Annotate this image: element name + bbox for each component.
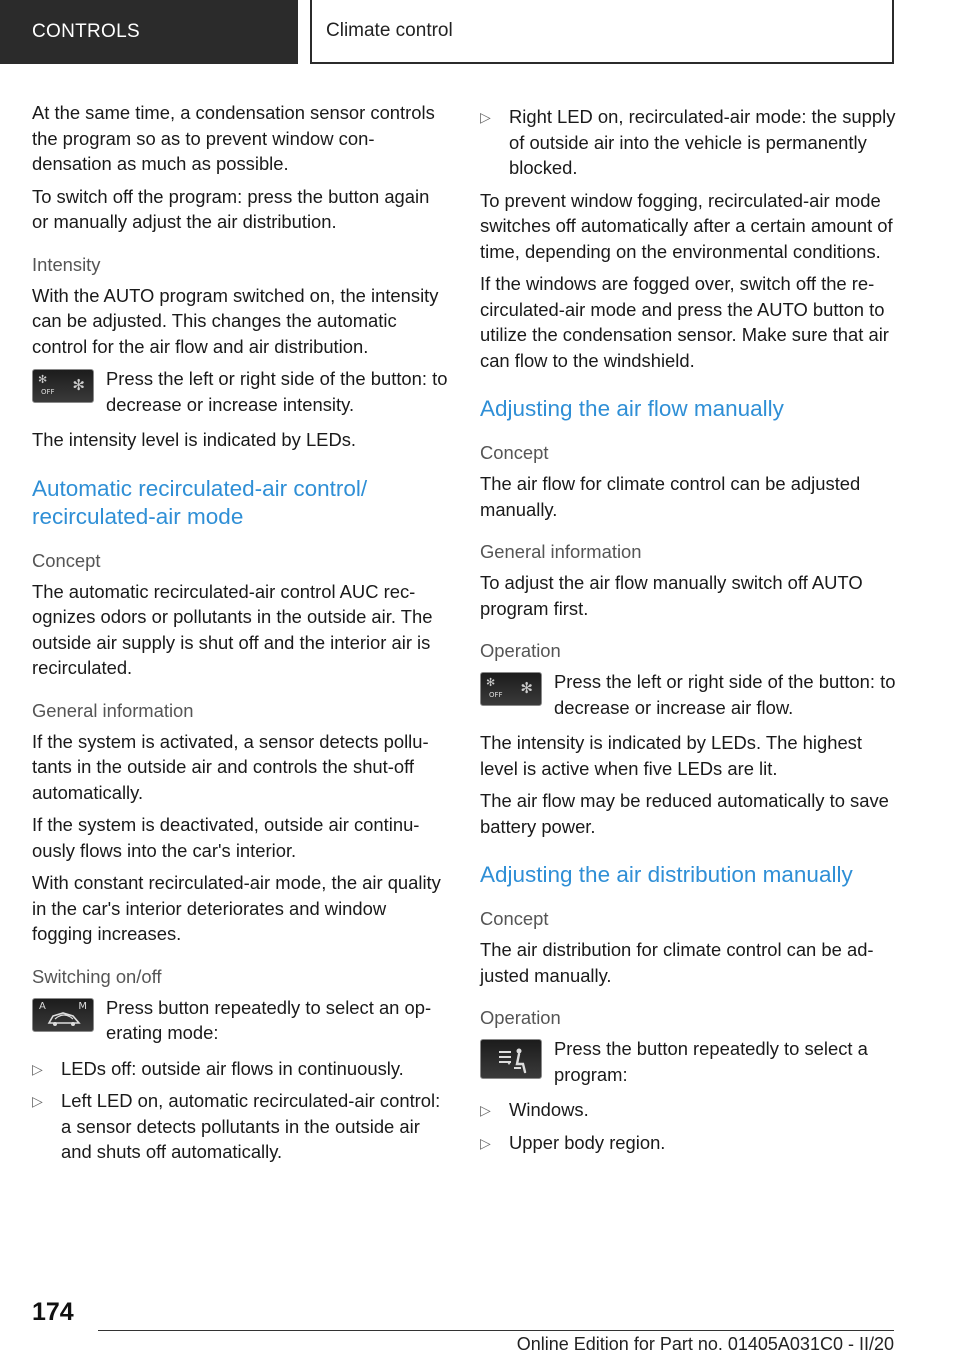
auc-section-heading: Automatic recirculated-air control/ recirculated-air mode	[32, 475, 368, 529]
air-distribution-button-icon	[480, 1039, 542, 1079]
triangle-bullet-icon: ▷	[480, 1134, 491, 1151]
fan-small-icon: ✻	[38, 374, 48, 386]
paragraph: If the system is activated, a sensor detects pollutants in the outside air and controls the shut-off automatically.	[32, 730, 429, 803]
intensity-heading: Intensity	[32, 253, 101, 275]
paragraph: With constant recirculated-air mode, the air quality in the car's interior deteriorates and window fogging increases.	[32, 872, 441, 944]
list-item: ▷ LEDs off: outside air flows in continuously.	[32, 1056, 448, 1082]
right-column	[480, 100, 896, 1162]
manual-label: M	[78, 1000, 87, 1012]
chapter-title: Climate control	[326, 20, 453, 41]
recirculation-button-icon	[32, 998, 94, 1032]
triangle-bullet-icon: ▷	[480, 1102, 491, 1118]
fan-intensity-button-icon	[32, 369, 94, 403]
paragraph: At the same time, a condensation sensor controls the program so as to prevent window condensation as much as possible.	[32, 102, 435, 174]
page-number: 174	[32, 1298, 74, 1326]
section-title: CONTROLS	[32, 21, 140, 42]
list-item: ▷ Left LED on, automatic recirculated-air control: a sensor detects pollutants in the outside air and shuts off automatically.	[32, 1090, 441, 1162]
off-label: OFF	[41, 388, 55, 396]
instruction-text: Press the left or right side of the button: to decrease or increase air flow.	[554, 671, 896, 718]
distribution-button-instruction	[480, 1036, 896, 1087]
paragraph: The intensity level is indicated by LEDs.	[32, 429, 357, 450]
instruction-text: Press button repeatedly to select an operating mode:	[106, 996, 432, 1043]
paragraph: The automatic recirculated-air control AUC recognizes odors or pollutants in the outside air. The outside air supply is shut off and the interior air is recirculated.	[32, 580, 433, 678]
triangle-bullet-icon: ▷	[32, 1060, 43, 1077]
paragraph: The air distribution for climate control can be adjusted manually.	[480, 939, 874, 986]
paragraph: To switch off the program: press the button again or manually adjust the air distribution.	[32, 185, 430, 232]
mode-list	[32, 1056, 448, 1165]
off-label: OFF	[489, 691, 503, 699]
concept-heading: Concept	[32, 549, 101, 571]
fan-large-icon: ✻	[72, 377, 85, 394]
instruction-text: Press the left or right side of the button: to decrease or increase intensity.	[106, 368, 448, 415]
list-item: ▷ Right LED on, recirculated-air mode: the supply of outside air into the vehicle is permanently blocked.	[480, 106, 896, 178]
fan-airflow-button-icon	[480, 672, 542, 706]
concept-heading: Concept	[480, 442, 549, 463]
seat-airflow-icon	[481, 1040, 543, 1080]
section-tab	[0, 0, 298, 64]
triangle-bullet-icon: ▷	[480, 109, 491, 125]
general-information-heading: General information	[32, 699, 194, 721]
paragraph: With the AUTO program switched on, the intensity can be adjusted. This changes the automatic control for the air flow and air distribution.	[32, 284, 439, 357]
intensity-button-instruction	[32, 366, 448, 417]
paragraph: To prevent window fogging, recirculated-air mode switches off automatically after a certain amount of time, depending on the environmental conditions.	[480, 189, 893, 262]
distribution-section-heading: Adjusting the air distribution manually	[480, 862, 853, 887]
paragraph: To adjust the air flow manually switch off AUTO program first.	[480, 572, 863, 619]
edition-note: Online Edition for Part no. 01405A031C0 - II/20	[516, 1334, 894, 1354]
operation-heading: Operation	[480, 640, 561, 661]
triangle-bullet-icon: ▷	[32, 1093, 43, 1109]
fan-large-icon: ✻	[520, 680, 533, 697]
fan-small-icon: ✻	[486, 677, 496, 689]
auto-label: A	[39, 1000, 46, 1012]
list-item: ▷ Upper body region.	[480, 1130, 896, 1156]
paragraph: The air flow may be reduced automatically to save battery power.	[480, 790, 889, 837]
list-item: ▷ Windows.	[480, 1097, 896, 1123]
airflow-section-heading: Adjusting the air flow manually	[480, 396, 784, 421]
switching-heading: Switching on/off	[32, 965, 162, 987]
chapter-tab	[310, 0, 894, 64]
airflow-button-instruction	[480, 669, 896, 720]
car-recirculation-icon	[33, 999, 95, 1033]
recirculation-button-instruction	[32, 995, 448, 1046]
concept-heading: Concept	[480, 908, 549, 929]
instruction-text: Press the button repeatedly to select a program:	[554, 1038, 868, 1085]
footer-divider	[98, 1330, 894, 1331]
paragraph: The air flow for climate control can be adjusted manually.	[480, 473, 861, 520]
general-information-heading: General information	[480, 541, 642, 562]
paragraph: The intensity is indicated by LEDs. The highest level is active when five LEDs are lit.	[480, 732, 862, 779]
operation-heading: Operation	[480, 1007, 561, 1028]
left-column	[32, 100, 448, 1172]
program-list	[480, 1097, 896, 1155]
mode-list-continued	[480, 104, 896, 181]
paragraph: If the windows are fogged over, switch off the recirculated-air mode and press the AUTO button to utilize the condensation sensor. Make sure that air can flow to the windshield.	[480, 273, 889, 371]
paragraph: If the system is deactivated, outside air continuously flows into the car's interior.	[32, 814, 420, 861]
